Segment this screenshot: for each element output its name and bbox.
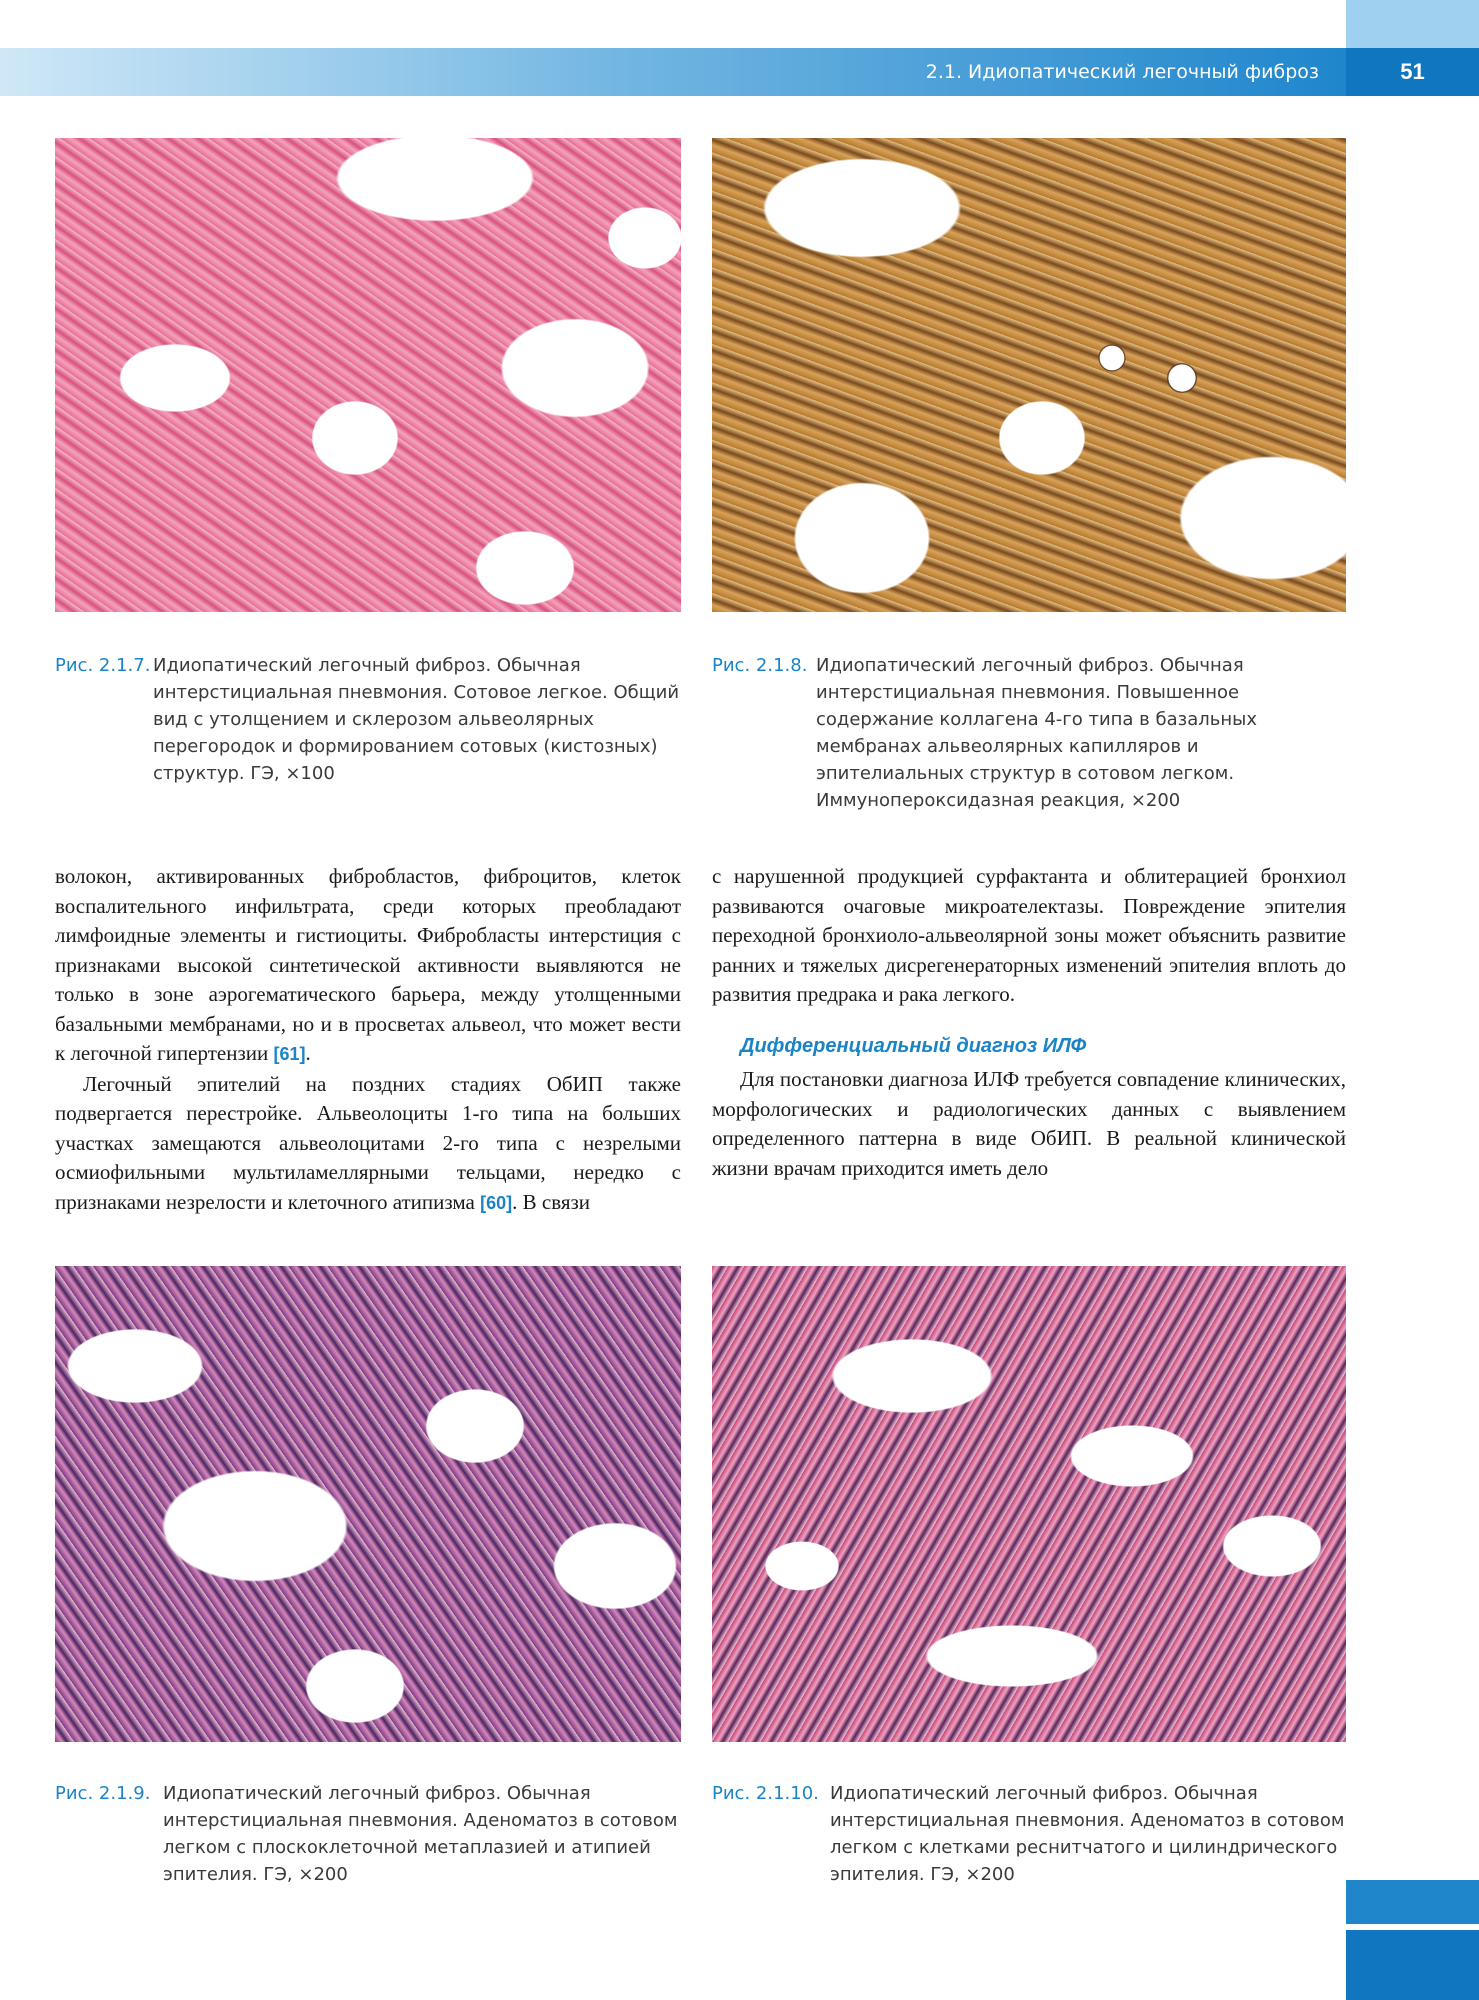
header-corner-tab [1346, 0, 1479, 48]
page-number: 51 [1346, 48, 1479, 96]
figure-2-1-7-micrograph [55, 138, 681, 612]
citation-link[interactable]: [61] [273, 1044, 306, 1064]
figure-2-1-10-micrograph [712, 1266, 1346, 1742]
figure-2-1-9-micrograph [55, 1266, 681, 1742]
body-paragraph: с нарушенной продукцией сурфактанта и облитерацией бронхиол развиваются очаговые микроателектазы. Повреждение эпителия переходной бронхиоло-альвеолярной зоны может объяснить развитие ранних и тяжелых дисрегенераторных изменений эпителия вплоть до развития предрака и рака легкого. [712, 864, 1346, 1006]
body-paragraph: Легочный эпителий на поздних стадиях ОбИП также подвергается перестройке. Альвеолоциты 1-го типа на больших участках замещаются альвеолоцитами 2-го типа с незрелыми осмиофильными мультиламеллярными тельцами, нередко с признаками незрелости и клеточного атипизма [60]. В связи [55, 1071, 681, 1214]
body-paragraph: волокон, активированных фибробластов, фиброцитов, клеток воспалительного инфильтрата, среди которых преобладают лимфоидные элементы и гистиоциты. Фибробласты интерстиция с признаками высокой синтетической активности выявляются не только в зоне аэрогематического барьера, между утолщенными базальными мембранами, но и в просветах альвеол, что может вести к легочной гипертензии [61]. [55, 864, 681, 1065]
figure-caption-2-1-8 [712, 652, 1346, 814]
figure-caption-text: Идиопатический легочный фиброз. Обычная интерстициальная пневмония. Аденоматоз в сотовом легком с клетками реснитчатого и цилиндрического эпителия. ГЭ, ×200 [830, 1783, 1345, 1885]
figure-caption-text: Идиопатический легочный фиброз. Обычная интерстициальная пневмония. Повышенное содержание коллагена 4-го типа в базальных мембранах альвеолярных капилляров и эпителиальных структур в сотовом легком. Иммунопероксидазная реакция, ×200 [816, 655, 1257, 811]
figure-label: Рис. 2.1.8. [712, 655, 808, 676]
figure-caption-text: Идиопатический легочный фиброз. Обычная интерстициальная пневмония. Аденоматоз в сотовом легком с плоскоклеточной метаплазией и атипией эпителия. ГЭ, ×200 [163, 1783, 678, 1885]
figure-label: Рис. 2.1.10. [712, 1783, 819, 1804]
figure-caption-2-1-7 [55, 652, 681, 787]
citation-link[interactable]: [60] [480, 1192, 513, 1213]
footer-decor-bar [1346, 1930, 1479, 2000]
running-title: 2.1. Идиопатический легочный фиброз [925, 61, 1319, 83]
body-column-left [55, 862, 681, 1218]
body-column-right [712, 862, 1346, 1183]
body-paragraph: Для постановки диагноза ИЛФ требуется совпадение клинических, морфологических и радиологических данных с выявлением определенного паттерна в виде ОбИП. В реальной клинической жизни врачам приходится иметь дело [712, 1067, 1346, 1180]
figure-label: Рис. 2.1.7. [55, 655, 151, 676]
footer-decor-bar [1346, 1880, 1479, 1924]
section-subheading: Дифференциальный диагноз ИЛФ [740, 1034, 1087, 1057]
figure-label: Рис. 2.1.9. [55, 1783, 151, 1804]
figure-caption-text: Идиопатический легочный фиброз. Обычная интерстициальная пневмония. Сотовое легкое. Общий вид с утолщением и склерозом альвеолярных перегородок и формированием сотовых (кистозных) структур. ГЭ, ×100 [153, 655, 680, 784]
figure-2-1-8-micrograph [712, 138, 1346, 612]
figure-caption-2-1-10 [712, 1780, 1346, 1888]
figure-caption-2-1-9 [55, 1780, 681, 1888]
